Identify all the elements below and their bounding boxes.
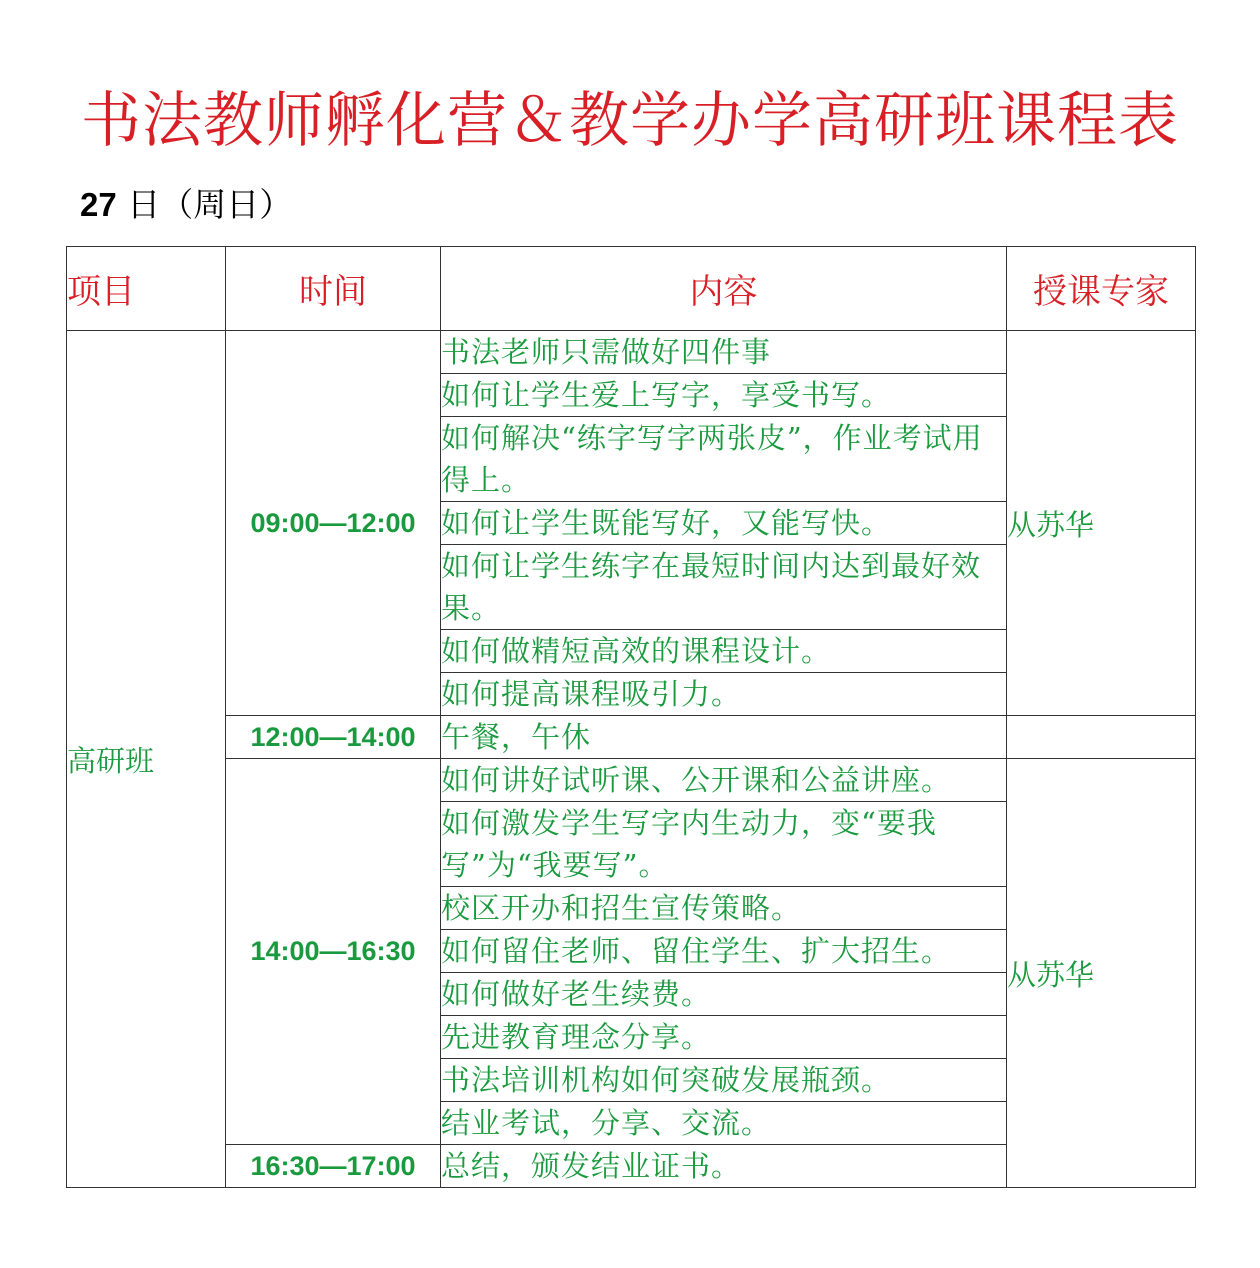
content-cell: 如何做好老生续费。 (441, 973, 1007, 1016)
page-title: 书法教师孵化营＆教学办学高研班课程表 (81, 86, 1179, 156)
date-text: 日（周日） (116, 185, 293, 224)
header-row (67, 247, 1196, 331)
schedule-table (66, 246, 1196, 1188)
table-row (67, 331, 1196, 374)
time-cell: 09:00—12:00 (226, 331, 441, 716)
expert-cell: 从苏华 (1007, 759, 1196, 1188)
expert-cell: 从苏华 (1007, 331, 1196, 716)
content-cell: 书法培训机构如何突破发展瓶颈。 (441, 1059, 1007, 1102)
content-cell: 如何留住老师、留住学生、扩大招生。 (441, 930, 1007, 973)
header-expert: 授课专家 (1007, 247, 1196, 331)
table-row (67, 716, 1196, 759)
content-cell: 如何提高课程吸引力。 (441, 673, 1007, 716)
project-cell: 高研班 (67, 331, 226, 1188)
header-project: 项目 (67, 247, 226, 331)
content-cell: 如何激发学生写字内生动力，变“要我写”为“我要写”。 (441, 802, 1007, 887)
time-cell: 14:00—16:30 (226, 759, 441, 1145)
content-cell: 书法老师只需做好四件事 (441, 331, 1007, 374)
content-cell: 校区开办和招生宣传策略。 (441, 887, 1007, 930)
content-cell: 总结，颁发结业证书。 (441, 1145, 1007, 1188)
expert-cell (1007, 716, 1196, 759)
time-cell: 16:30—17:00 (226, 1145, 441, 1188)
content-cell: 先进教育理念分享。 (441, 1016, 1007, 1059)
content-cell: 如何讲好试听课、公开课和公益讲座。 (441, 759, 1007, 802)
content-cell: 如何解决“练字写字两张皮”，作业考试用得上。 (441, 417, 1007, 502)
table-row (67, 759, 1196, 802)
date-number: 27 (80, 186, 117, 223)
content-cell: 如何让学生爱上写字，享受书写。 (441, 374, 1007, 417)
content-cell: 如何让学生练字在最短时间内达到最好效果。 (441, 545, 1007, 630)
content-cell: 如何让学生既能写好，又能写快。 (441, 502, 1007, 545)
content-cell: 如何做精短高效的课程设计。 (441, 630, 1007, 673)
content-cell: 结业考试，分享、交流。 (441, 1102, 1007, 1145)
header-content: 内容 (441, 247, 1007, 331)
date-heading (80, 180, 292, 230)
time-cell: 12:00—14:00 (226, 716, 441, 759)
header-time: 时间 (226, 247, 441, 331)
content-cell: 午餐，午休 (441, 716, 1007, 759)
